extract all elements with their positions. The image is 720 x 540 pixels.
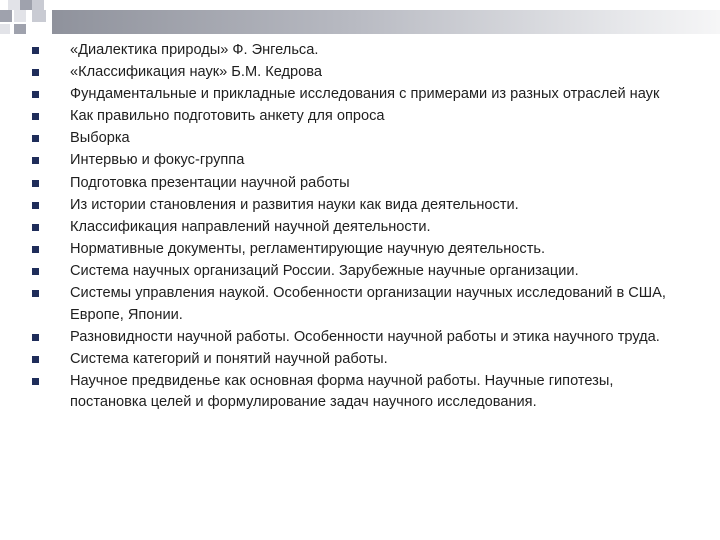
list-item xyxy=(0,239,720,261)
list-item xyxy=(0,150,720,172)
square-bullet-icon xyxy=(32,224,39,231)
square-bullet-icon xyxy=(32,113,39,120)
square-bullet-icon xyxy=(32,47,39,54)
list-item-text: Как правильно подготовить анкету для опроса xyxy=(70,108,385,125)
list-item-text: Интервью и фокус-группа xyxy=(70,152,245,169)
list-item-text: Фундаментальные и прикладные исследования с примерами из разных отраслей наук xyxy=(70,86,660,103)
square-bullet-icon xyxy=(32,91,39,98)
list-item xyxy=(0,128,720,150)
list-item xyxy=(0,195,720,217)
square-bullet-icon xyxy=(32,157,39,164)
square-bullet-icon xyxy=(32,202,39,209)
list-item-text: «Диалектика природы» Ф. Энгельса. xyxy=(70,42,319,58)
square-bullet-icon xyxy=(32,290,39,297)
square-bullet-icon xyxy=(32,246,39,253)
list-item-text: Выборка xyxy=(70,130,130,147)
list-item xyxy=(0,261,720,283)
list-item-text: Научное предвиденье как основная форма научной работы. Научные гипотезы, постановка целей и формулирование задач научного исследования. xyxy=(70,372,614,411)
square-bullet-icon xyxy=(32,180,39,187)
square-bullet-icon xyxy=(32,356,39,363)
list-item xyxy=(0,62,720,84)
list-item xyxy=(0,371,720,414)
list-item-text: Разновидности научной работы. Особенности научной работы и этика научного труда. xyxy=(70,328,660,345)
list-item xyxy=(0,40,720,62)
list-item xyxy=(0,217,720,239)
list-item xyxy=(0,283,720,326)
list-item xyxy=(0,84,720,106)
list-item xyxy=(0,173,720,195)
square-bullet-icon xyxy=(32,334,39,341)
square-bullet-icon xyxy=(32,69,39,76)
list-item xyxy=(0,327,720,349)
list-item-text: «Классификация наук» Б.М. Кедрова xyxy=(70,64,322,81)
list-item-text: Нормативные документы, регламентирующие научную деятельность. xyxy=(70,240,546,257)
decorative-squares xyxy=(0,0,60,40)
square-bullet-icon xyxy=(32,268,39,275)
list-item-text: Системы управления наукой. Особенности организации научных исследований в США, Европе, Японии. xyxy=(70,285,666,323)
list-item-text: Система научных организаций России. Зарубежные научные организации. xyxy=(70,262,579,279)
square-bullet-icon xyxy=(32,135,39,142)
list-item-text: Система категорий и понятий научной работы. xyxy=(70,350,388,367)
topic-list xyxy=(0,40,720,414)
list-item-text: Подготовка презентации научной работы xyxy=(70,174,350,191)
list-item-text: Классификация направлений научной деятельности. xyxy=(70,218,431,235)
square-bullet-icon xyxy=(32,378,39,385)
header-band xyxy=(52,10,720,34)
list-item xyxy=(0,106,720,128)
list-item xyxy=(0,349,720,371)
list-item-text: Из истории становления и развития науки как вида деятельности. xyxy=(70,196,519,213)
